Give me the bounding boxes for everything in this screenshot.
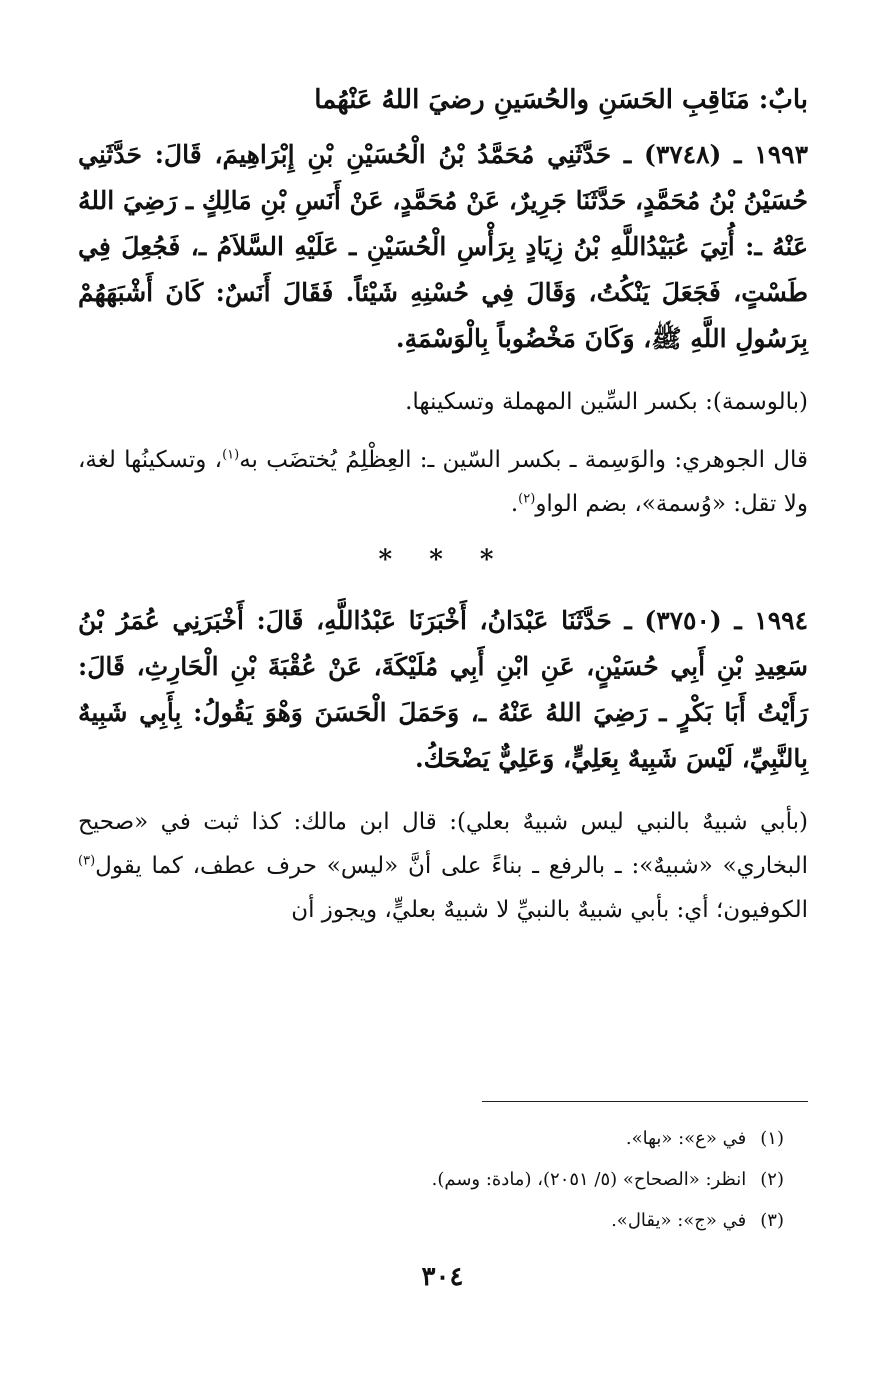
footnote-mark: (٣) bbox=[760, 1210, 784, 1231]
footnote-ref-2[interactable]: (٢) bbox=[518, 491, 536, 507]
footnote-text: في «ج»: «يقال». bbox=[611, 1210, 747, 1231]
footnote-1 bbox=[78, 1118, 784, 1159]
footnote-text: انظر: «الصحاح» (٥/ ٢٠٥١)، (مادة: وسم). bbox=[431, 1169, 747, 1190]
commentary-text: (بأبي شبيهٌ بالنبي ليس شبيهٌ بعلي): قال ابن مالك: كذا ثبت في «صحيح البخاري» «شبيهٌ»: ـ بالرفع ـ بناءً على أنَّ «ليس» حرف عطف، كما يقول bbox=[78, 809, 808, 879]
footnote-ref-1[interactable]: (١) bbox=[222, 447, 240, 463]
page-number: ٣٠٤ bbox=[421, 1262, 464, 1292]
section-separator: * * * bbox=[378, 545, 508, 575]
footnote-ref-3[interactable]: (٣) bbox=[78, 853, 96, 869]
footnote-text: في «ع»: «بها». bbox=[625, 1128, 747, 1149]
commentary-text: الكوفيون؛ أي: بأبي شبيهٌ بالنبيِّ لا شبيهٌ بعليٍّ، ويجوز أن bbox=[291, 897, 808, 923]
commentary-text: . bbox=[510, 491, 519, 517]
commentary-jawhari bbox=[78, 438, 808, 526]
hadith-text: ـ حَدَّثَنِي مُحَمَّدُ بْنُ الْحُسَيْنِ بْنِ إِبْرَاهِيمَ، قَالَ: حَدَّثَنِي حُسَيْنُ بْنُ مُحَمَّدٍ، حَدَّثَنَا جَرِيرٌ، عَنْ مُحَمَّدٍ، عَنْ أَنَسِ بْنِ مَالِكٍ ـ رَضِيَ اللهُ عَنْهُ ـ: أُتِيَ عُبَيْدُاللَّهِ بْنُ زِيَادٍ بِرَأْسِ الْحُسَيْنِ ـ عَلَيْهِ السَّلاَمُ ـ، فَجُعِلَ فِي طَسْتٍ، فَجَعَلَ يَنْكُتُ، وَقَالَ فِي حُسْنِهِ شَيْئاً. فَقَالَ أَنَسٌ: كَانَ أَشْبَهَهُمْ بِرَسُولِ اللَّهِ ﷺ، وَكَانَ مَخْضُوباً بِالْوَسْمَةِ. bbox=[78, 140, 808, 353]
hadith-text: ـ حَدَّثَنَا عَبْدَانُ، أَخْبَرَنَا عَبْدُاللَّهِ، قَالَ: أَخْبَرَنِي عُمَرُ بْنُ سَعِيدِ بْنِ أَبِي حُسَيْنٍ، عَنِ ابْنِ أَبِي مُلَيْكَةَ، عَنْ عُقْبَةَ بْنِ الْحَارِثِ، قَالَ: رَأَيْتُ أَبَا بَكْرٍ ـ رَضِيَ اللهُ عَنْهُ ـ، وَحَمَلَ الْحَسَنَ وَهْوَ يَقُولُ: بِأَبِي شَبِيهٌ بِالنَّبِيِّ، لَيْسَ شَبِيهٌ بِعَلِيٍّ، وَعَلِيٌّ يَضْحَكُ. bbox=[78, 606, 808, 773]
chapter-title: بابٌ: مَنَاقِبِ الحَسَنِ والحُسَينِ رضيَ اللهُ عَنْهُما bbox=[314, 85, 808, 115]
commentary-text: ، وتسكينُها لغة، ولا تقل: «وُسمة»، بضم الواو bbox=[78, 447, 808, 517]
hadith-number: ١٩٩٤ ـ (٣٧٥٠) bbox=[644, 606, 808, 635]
hadith-number: ١٩٩٣ ـ (٣٧٤٨) bbox=[643, 140, 808, 169]
commentary-ibn-malik bbox=[78, 800, 808, 932]
page-body bbox=[78, 80, 808, 932]
hadith-1994 bbox=[78, 598, 808, 782]
footnotes bbox=[78, 1118, 784, 1241]
commentary-text: قال الجوهري: والوَسِمة ـ بكسر السّين ـ: العِظْلِمُ يُختضَب به bbox=[239, 447, 809, 473]
footnote-2 bbox=[78, 1159, 784, 1200]
footnote-3 bbox=[78, 1200, 784, 1241]
commentary-wasma: (بالوسمة): بكسر السِّين المهملة وتسكينها. bbox=[405, 389, 808, 415]
footnote-mark: (٢) bbox=[760, 1169, 784, 1190]
footnote-mark: (١) bbox=[760, 1128, 784, 1149]
hadith-1993 bbox=[78, 132, 808, 362]
footnote-divider bbox=[482, 1101, 808, 1102]
